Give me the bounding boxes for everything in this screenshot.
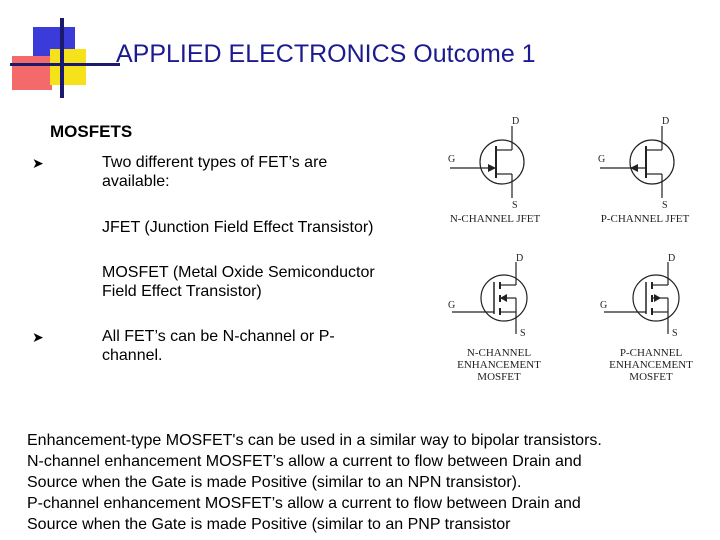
p-mosfet-caption-line-1: P-CHANNEL <box>619 347 683 359</box>
bullet-text-channels <box>102 327 422 365</box>
p-jfet-caption: P-CHANNEL JFET <box>600 213 690 225</box>
p-mosfet-caption-line-2: ENHANCEMENT <box>609 359 693 371</box>
bullet-2-line-2: channel. <box>102 347 163 364</box>
bullet-text-fet-types <box>102 153 422 191</box>
p-jfet-source-label: S <box>662 200 668 211</box>
explanation-line: Source when the Gate is made Positive (similar to an NPN transistor). <box>27 474 522 491</box>
p-mosfet-drain-label: D <box>668 253 676 264</box>
arrow-bullet-icon: ➤ <box>32 329 44 345</box>
explanation-line: N-channel enhancement MOSFET’s allow a current to flow between Drain and <box>27 453 582 470</box>
enhancement-explanation <box>27 430 707 535</box>
slide-subtitle: MOSFETS <box>50 122 133 141</box>
n-jfet-source-label: S <box>512 200 518 211</box>
p-mosfet-gate-label: G <box>600 300 608 311</box>
n-mosfet-caption-line-1: N-CHANNEL <box>466 347 532 359</box>
p-jfet-drain-label: D <box>662 116 670 127</box>
mosfet-line-2: Field Effect Transistor) <box>102 283 262 300</box>
mosfet-line-1: MOSFET (Metal Oxide Semiconductor <box>102 264 375 281</box>
bullet-1-line-2: available: <box>102 173 170 190</box>
n-jfet-drain-label: D <box>512 116 520 127</box>
n-mosfet-caption <box>440 347 558 383</box>
n-mosfet-caption-line-2: ENHANCEMENT <box>457 359 541 371</box>
bullet-1-line-1: Two different types of FET’s are <box>102 154 328 171</box>
decor-horizontal-line <box>10 63 120 66</box>
n-channel-jfet-symbol <box>440 112 550 212</box>
p-mosfet-caption-line-3: MOSFET <box>629 371 673 383</box>
n-jfet-gate-label: G <box>448 154 456 165</box>
n-mosfet-caption-line-3: MOSFET <box>477 371 521 383</box>
arrow-bullet-icon: ➤ <box>32 155 44 171</box>
p-mosfet-source-label: S <box>672 328 678 339</box>
n-channel-mosfet-symbol <box>440 252 550 344</box>
p-channel-mosfet-symbol <box>592 252 702 344</box>
bullet-2-line-1: All FET’s can be N-channel or P- <box>102 328 335 345</box>
n-mosfet-source-label: S <box>520 328 526 339</box>
p-channel-jfet-symbol <box>590 112 700 212</box>
mosfet-description <box>102 263 422 301</box>
n-jfet-caption: N-CHANNEL JFET <box>449 213 541 225</box>
n-mosfet-drain-label: D <box>516 253 524 264</box>
decor-yellow-square <box>50 49 86 85</box>
p-jfet-gate-label: G <box>598 154 606 165</box>
explanation-line: P-channel enhancement MOSFET’s allow a current to flow between Drain and <box>27 495 581 512</box>
decor-vertical-line <box>60 18 64 98</box>
jfet-description: JFET (Junction Field Effect Transistor) <box>102 219 374 236</box>
explanation-line: Enhancement-type MOSFET's can be used in a similar way to bipolar transistors. <box>27 432 602 449</box>
p-mosfet-caption <box>592 347 710 383</box>
slide-title: APPLIED ELECTRONICS Outcome 1 <box>116 40 536 68</box>
decor-red-square <box>12 56 52 90</box>
n-mosfet-gate-label: G <box>448 300 456 311</box>
explanation-line: Source when the Gate is made Positive (similar to an PNP transistor <box>27 516 511 533</box>
